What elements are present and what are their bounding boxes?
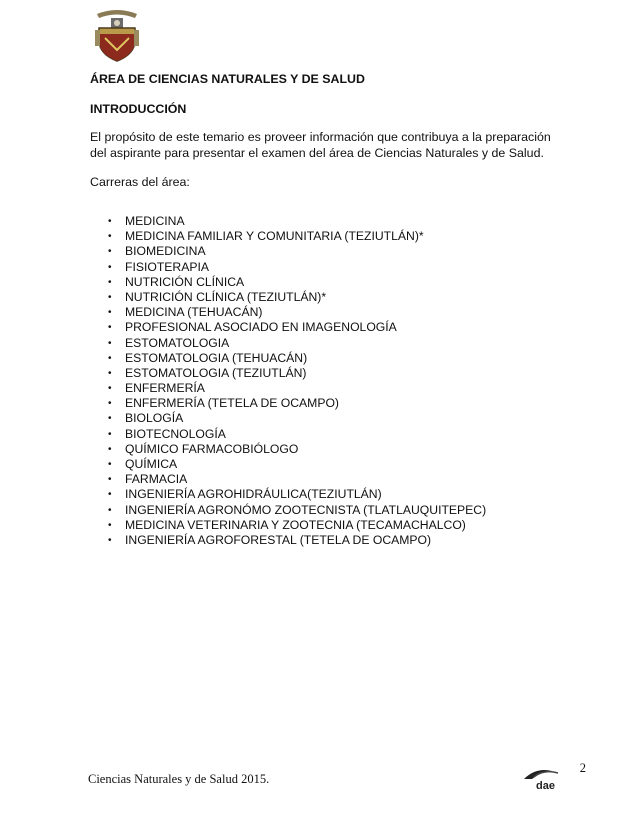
career-item: [108, 260, 486, 275]
bullet-icon: •: [108, 246, 112, 258]
career-label: ENFERMERÍA: [125, 381, 205, 396]
career-item: [108, 336, 486, 351]
career-item: [108, 503, 486, 518]
career-item: [108, 427, 486, 442]
career-item: [108, 214, 486, 229]
career-item: [108, 518, 486, 533]
career-label: NUTRICIÓN CLÍNICA: [125, 274, 245, 289]
bullet-icon: •: [108, 519, 112, 531]
dae-logo-icon: [522, 765, 566, 791]
career-label: INGENIERÍA AGROHIDRÁULICA(TEZIUTLÁN): [125, 487, 382, 502]
career-label: MEDICINA (TEHUACÁN): [125, 305, 263, 320]
career-item: [108, 305, 486, 320]
bullet-icon: •: [108, 413, 112, 425]
bullet-icon: •: [108, 398, 112, 410]
career-item: [108, 290, 486, 305]
career-label: MEDICINA: [125, 214, 185, 228]
career-item: [108, 457, 486, 472]
bullet-icon: •: [108, 428, 112, 440]
career-label: INGENIERÍA AGRONÓMO ZOOTECNISTA (TLATLAUQUITEPEC): [125, 502, 487, 517]
career-label: INGENIERÍA AGROFORESTAL (TETELA DE OCAMPO): [125, 532, 432, 547]
careers-list: [108, 214, 486, 548]
career-item: [108, 396, 486, 411]
career-item: [108, 411, 486, 426]
career-label: MEDICINA FAMILIAR Y COMUNITARIA (TEZIUTLÁN)*: [125, 229, 424, 244]
career-label: BIOLOGÍA: [125, 411, 184, 426]
bullet-icon: •: [108, 307, 112, 319]
career-label: ENFERMERÍA (TETELA DE OCAMPO): [125, 396, 339, 411]
bullet-icon: •: [108, 322, 112, 334]
bullet-icon: •: [108, 367, 112, 379]
career-label: FARMACIA: [125, 472, 188, 487]
career-label: MEDICINA VETERINARIA Y ZOOTECNIA (TECAMACHALCO): [125, 517, 466, 532]
career-item: [108, 442, 486, 457]
career-item: [108, 244, 486, 259]
career-label: ESTOMATOLOGIA (TEZIUTLÁN): [125, 365, 307, 380]
bullet-icon: •: [108, 261, 112, 273]
career-item: [108, 320, 486, 335]
career-item: [108, 487, 486, 502]
footer-text: Ciencias Naturales y de Salud 2015.: [88, 772, 270, 786]
career-item: [108, 366, 486, 381]
bullet-icon: •: [108, 291, 112, 303]
bullet-icon: •: [108, 352, 112, 364]
career-label: ESTOMATOLOGIA (TEHUACÁN): [125, 350, 308, 365]
career-label: FISIOTERAPIA: [125, 259, 209, 274]
bullet-icon: •: [108, 489, 112, 501]
career-label: PROFESIONAL ASOCIADO EN IMAGENOLOGÍA: [125, 320, 397, 335]
career-item: [108, 381, 486, 396]
svg-text:dae: dae: [536, 780, 555, 791]
bullet-icon: •: [108, 534, 112, 546]
bullet-icon: •: [108, 276, 112, 288]
bullet-icon: •: [108, 337, 112, 349]
bullet-icon: •: [108, 216, 112, 227]
page-number: 2: [579, 761, 586, 775]
career-item: [108, 533, 486, 548]
career-label: BIOMEDICINA: [125, 244, 206, 259]
career-label: QUÍMICO FARMACOBIÓLOGO: [125, 441, 299, 456]
bullet-icon: •: [108, 474, 112, 486]
career-item: [108, 229, 486, 244]
careers-label: Carreras del área:: [90, 175, 190, 189]
bullet-icon: •: [108, 443, 112, 455]
section-heading: INTRODUCCIÓN: [90, 102, 187, 116]
career-label: ESTOMATOLOGIA: [125, 335, 230, 350]
document-title: ÁREA DE CIENCIAS NATURALES Y DE SALUD: [90, 72, 365, 86]
intro-paragraph: El propósito de este temario es proveer información que contribuya a la preparación del aspirante para presentar el examen del área de Ciencias Naturales y de Salud.: [90, 130, 551, 160]
university-crest-icon: [91, 4, 143, 64]
career-label: BIOTECNOLOGÍA: [125, 426, 226, 441]
career-item: [108, 351, 486, 366]
bullet-icon: •: [108, 383, 112, 395]
career-label: QUÍMICA: [125, 457, 178, 471]
career-label: NUTRICIÓN CLÍNICA (TEZIUTLÁN)*: [125, 289, 327, 304]
bullet-icon: •: [108, 231, 112, 243]
bullet-icon: •: [108, 459, 112, 470]
career-item: [108, 472, 486, 487]
bullet-icon: •: [108, 504, 112, 516]
career-item: [108, 275, 486, 290]
